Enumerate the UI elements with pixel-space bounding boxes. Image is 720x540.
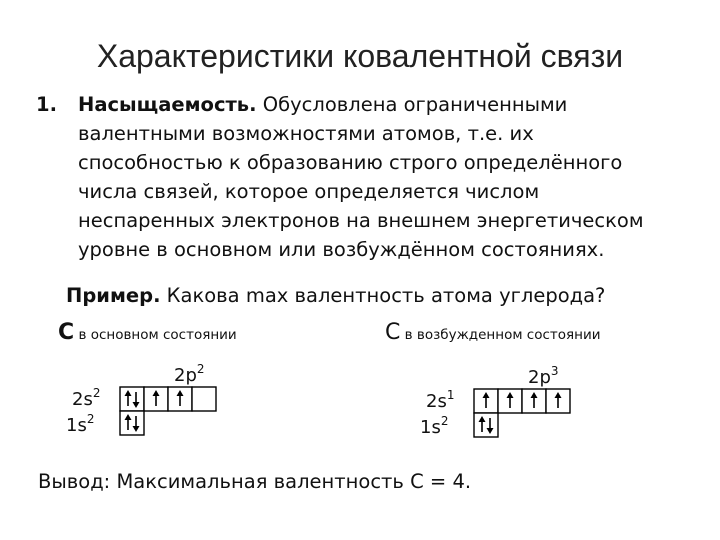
point-line-6: уровне в основном или возбуждённом состояниях. xyxy=(78,238,605,261)
point-line-2: валентными возможностями атомов, т.е. их xyxy=(78,122,534,145)
point-lead: Насыщаемость. xyxy=(78,93,257,116)
point-line-4: числа связей, которое определяется числом xyxy=(78,180,540,203)
point-text: Обусловлена ограниченными xyxy=(256,93,568,116)
excited-state-heading xyxy=(385,320,601,345)
slide-title: Характеристики ковалентной связи xyxy=(96,38,624,74)
orbital-cell-1s xyxy=(120,411,144,435)
excited-state-caption: в возбужденном состоянии xyxy=(400,327,601,343)
ground-state-element: C xyxy=(58,320,75,345)
label-2p: $2p^3$ xyxy=(528,364,559,388)
point-line-1 xyxy=(78,90,696,119)
excited-state-element: С xyxy=(385,320,401,345)
point-line-3: способностью к образованию строго определённого xyxy=(78,151,623,174)
excited-state-orbital-diagram xyxy=(420,362,610,452)
ground-state-heading xyxy=(58,320,237,345)
label-1s: $1s^2$ xyxy=(420,414,449,438)
saturation-point xyxy=(36,90,696,264)
example-label: Пример. xyxy=(66,284,161,307)
label-2p: $2p^2$ xyxy=(174,362,205,386)
point-number: 1. xyxy=(36,93,57,116)
label-1s: $1s^2$ xyxy=(66,412,95,436)
example-question: Какова max валентность атома углерода? xyxy=(160,284,606,307)
label-2s: $2s^1$ xyxy=(426,388,455,412)
ground-state-orbital-diagram xyxy=(66,360,256,450)
label-2s: $2s^2$ xyxy=(72,386,101,410)
orbital-cell-2p xyxy=(192,387,216,411)
point-line-5: неспаренных электронов на внешнем энергетическом xyxy=(78,209,644,232)
example-line xyxy=(66,284,605,307)
conclusion: Вывод: Максимальная валентность С = 4. xyxy=(38,470,472,493)
point-body xyxy=(78,90,696,264)
orbital-cell-2s xyxy=(120,387,144,411)
orbital-cell-1s xyxy=(474,413,498,437)
ground-state-caption: в основном состоянии xyxy=(74,327,237,343)
